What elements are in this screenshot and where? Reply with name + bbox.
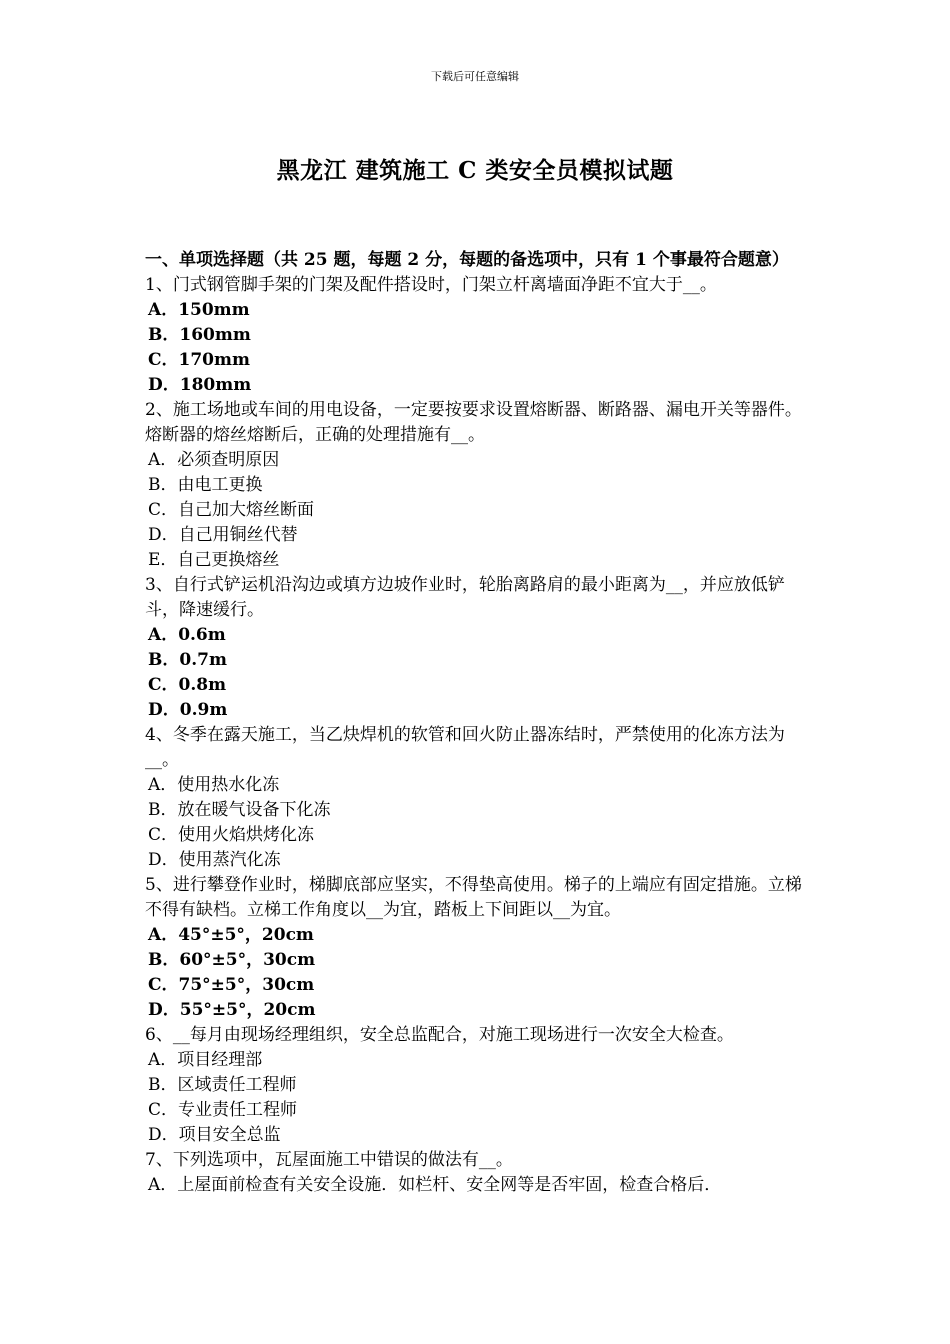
answer-option: C．75°±5°，30cm	[148, 975, 315, 995]
exam-content	[145, 248, 810, 1198]
answer-option: A．必须查明原因	[148, 450, 280, 470]
question-1	[145, 273, 810, 398]
answer-option: B．由电工更换	[148, 475, 263, 495]
answer-option: C．专业责任工程师	[148, 1100, 298, 1120]
answer-option: D．使用蒸汽化冻	[148, 850, 281, 870]
answer-option: D．0.9m	[148, 700, 228, 720]
answer-option: E．自己更换熔丝	[148, 550, 280, 570]
answer-option: C．170mm	[148, 350, 250, 370]
answer-option: D．项目安全总监	[148, 1125, 281, 1145]
answer-option: D．180mm	[148, 375, 252, 395]
question-text: 2、施工场地或车间的用电设备，一定要按要求设置熔断器、断路器、漏电开关等器件。熔断器的熔丝熔断后，正确的处理措施有__。	[145, 400, 802, 445]
answer-option: B．放在暖气设备下化冻	[148, 800, 331, 820]
answer-option: A．150mm	[148, 300, 250, 320]
answer-option: B．60°±5°，30cm	[148, 950, 316, 970]
answer-option: C．0.8m	[148, 675, 227, 695]
answer-option: A．45°±5°，20cm	[148, 925, 314, 945]
answer-option: C．自己加大熔丝断面	[148, 500, 315, 520]
header-note: 下载后可任意编辑	[431, 70, 519, 83]
question-7	[145, 1148, 810, 1198]
answer-option: A．项目经理部	[148, 1050, 263, 1070]
section-heading: 一、单项选择题（共 25 题，每题 2 分，每题的备选项中，只有 1 个事最符合题意）	[145, 250, 789, 270]
question-2	[145, 398, 810, 573]
question-5	[145, 873, 810, 1023]
question-text: 5、进行攀登作业时，梯脚底部应坚实，不得垫高使用。梯子的上端应有固定措施。立梯不得有缺档。立梯工作角度以__为宜，踏板上下间距以__为宜。	[145, 875, 802, 920]
answer-option: A．使用热水化冻	[148, 775, 280, 795]
answer-option: B．160mm	[148, 325, 251, 345]
answer-option: C．使用火焰烘烤化冻	[148, 825, 315, 845]
answer-option: B．0.7m	[148, 650, 227, 670]
question-3	[145, 573, 810, 723]
question-text: 7、下列选项中，瓦屋面施工中错误的做法有__。	[145, 1150, 513, 1170]
question-text: 1、门式钢管脚手架的门架及配件搭设时，门架立杆离墙面净距不宜大于__。	[145, 275, 717, 295]
question-6	[145, 1023, 810, 1148]
page-title: 黑龙江 建筑施工 C 类安全员模拟试题	[276, 157, 674, 184]
question-4	[145, 723, 810, 873]
answer-option: D．55°±5°，20cm	[148, 1000, 316, 1020]
answer-option: B．区域责任工程师	[148, 1075, 297, 1095]
question-text: 4、冬季在露天施工，当乙炔焊机的软管和回火防止器冻结时，严禁使用的化冻方法为__。	[145, 725, 785, 770]
question-list	[145, 273, 810, 1198]
answer-option: A．0.6m	[148, 625, 226, 645]
answer-option: A．上屋面前检查有关安全设施．如栏杆、安全网等是否牢固，检查合格后．	[148, 1175, 722, 1195]
answer-option: D．自己用铜丝代替	[148, 525, 298, 545]
question-text: 6、__每月由现场经理组织，安全总监配合，对施工现场进行一次安全大检查。	[145, 1025, 734, 1045]
question-text: 3、自行式铲运机沿沟边或填方边坡作业时，轮胎离路肩的最小距离为__，并应放低铲斗，降速缓行。	[145, 575, 785, 620]
